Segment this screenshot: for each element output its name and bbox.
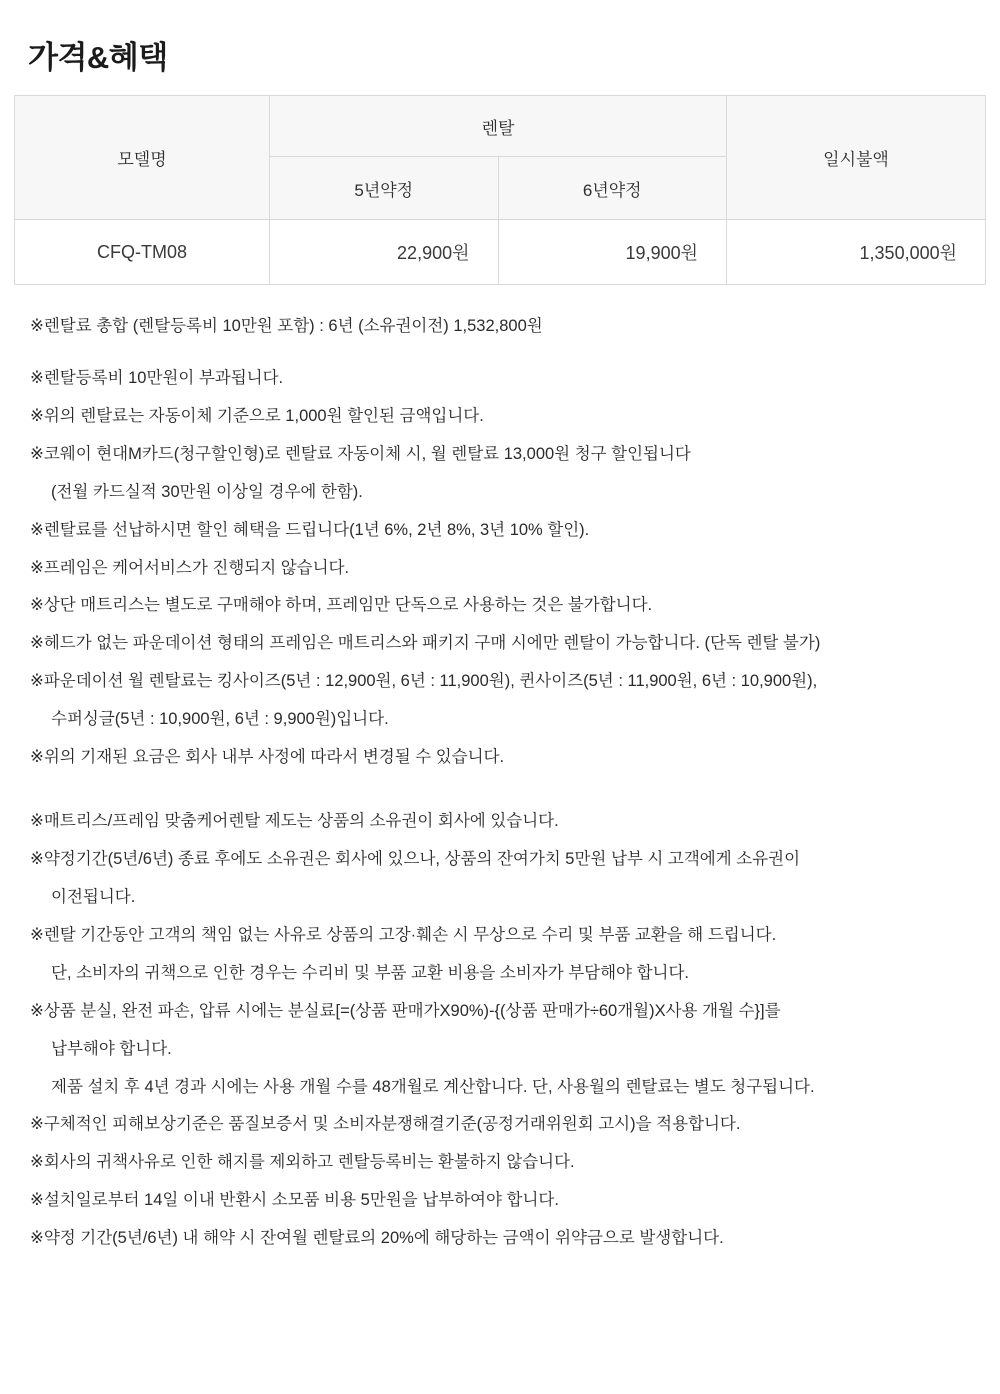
price-table	[14, 95, 986, 285]
notes-group-rental	[30, 367, 986, 770]
note-item: ※상단 매트리스는 별도로 구매해야 하며, 프레임만 단독으로 사용하는 것은 불가합니다.	[30, 596, 653, 615]
note-item: ※렌탈료를 선납하시면 할인 혜택을 드립니다(1년 6%, 2년 8%, 3년 10% 할인).	[30, 520, 590, 539]
note-item: ※렌탈등록비 10만원이 부과됩니다.	[30, 368, 284, 387]
table-row	[15, 220, 986, 285]
note-item: ※상품 분실, 완전 파손, 압류 시에는 분실료[=(상품 판매가X90%)-{(상품 판매가÷60개월)X사용 개월 수}]를	[30, 1001, 781, 1020]
cell-lump-sum: 1,350,000원	[727, 220, 986, 285]
page-title: 가격&혜택	[28, 40, 168, 75]
header-model: 모델명	[15, 96, 270, 220]
note-item: 수퍼싱글(5년 : 10,900원, 6년 : 9,900원)입니다.	[51, 710, 389, 729]
note-item: (전월 카드실적 30만원 이상일 경우에 한함).	[51, 482, 363, 501]
notes-section	[30, 315, 986, 1251]
note-item: ※위의 렌탈료는 자동이체 기준으로 1,000원 할인된 금액입니다.	[30, 406, 484, 425]
notes-spacer-1	[30, 353, 986, 367]
table-header-row-1	[15, 96, 986, 157]
note-item: 이전됩니다.	[51, 887, 136, 906]
note-item: ※헤드가 없는 파운데이션 형태의 프레임은 매트리스와 패키지 구매 시에만 렌탈이 가능합니다. (단독 렌탈 불가)	[30, 634, 821, 653]
note-item: ※렌탈 기간동안 고객의 책임 없는 사유로 상품의 고장·훼손 시 무상으로 수리 및 부품 교환을 해 드립니다.	[30, 925, 777, 944]
note-item: ※파운데이션 월 렌탈료는 킹사이즈(5년 : 12,900원, 6년 : 11,900원), 퀸사이즈(5년 : 11,900원, 6년 : 10,900원),	[30, 672, 818, 691]
note-item: ※약정기간(5년/6년) 종료 후에도 소유권은 회사에 있으나, 상품의 잔여가치 5만원 납부 시 고객에게 소유권이	[30, 849, 801, 868]
note-summary: ※렌탈료 총합 (렌탈등록비 10만원 포함) : 6년 (소유권이전) 1,532,800원	[30, 317, 543, 335]
notes-spacer-2	[30, 784, 986, 810]
cell-rental-6y: 19,900원	[498, 220, 727, 285]
note-item: ※코웨이 현대M카드(청구할인형)로 렌탈료 자동이체 시, 월 렌탈료 13,000원 청구 할인됩니다	[30, 444, 691, 463]
header-rental-group: 렌탈	[270, 96, 727, 157]
price-table-head	[15, 96, 986, 220]
note-item: 제품 설치 후 4년 경과 시에는 사용 개월 수를 48개월로 계산합니다. 단, 사용월의 렌탈료는 별도 청구됩니다.	[51, 1077, 815, 1096]
note-item: ※설치일로부터 14일 이내 반환시 소모품 비용 5만원을 납부하여야 합니다.	[30, 1191, 559, 1210]
note-item: ※구체적인 피해보상기준은 품질보증서 및 소비자분쟁해결기준(공정거래위원회 고시)을 적용합니다.	[30, 1115, 741, 1134]
note-item: ※약정 기간(5년/6년) 내 해약 시 잔여월 렌탈료의 20%에 해당하는 금액이 위약금으로 발생합니다.	[30, 1229, 724, 1248]
header-rental-5y: 5년약정	[270, 157, 499, 220]
cell-model: CFQ-TM08	[15, 220, 270, 285]
header-rental-6y: 6년약정	[498, 157, 727, 220]
header-lump-sum: 일시불액	[727, 96, 986, 220]
notes-group-ownership	[30, 810, 986, 1251]
note-item: ※위의 기재된 요금은 회사 내부 사정에 따라서 변경될 수 있습니다.	[30, 748, 505, 767]
note-item: 납부해야 합니다.	[51, 1039, 172, 1058]
note-item: ※매트리스/프레임 맞춤케어렌탈 제도는 상품의 소유권이 회사에 있습니다.	[30, 812, 559, 831]
note-item: ※프레임은 케어서비스가 진행되지 않습니다.	[30, 558, 350, 577]
note-item: ※회사의 귀책사유로 인한 해지를 제외하고 렌탈등록비는 환불하지 않습니다.	[30, 1153, 575, 1172]
note-item: 단, 소비자의 귀책으로 인한 경우는 수리비 및 부품 교환 비용을 소비자가 부담해야 합니다.	[51, 963, 689, 982]
price-table-body	[15, 220, 986, 285]
cell-rental-5y: 22,900원	[270, 220, 499, 285]
